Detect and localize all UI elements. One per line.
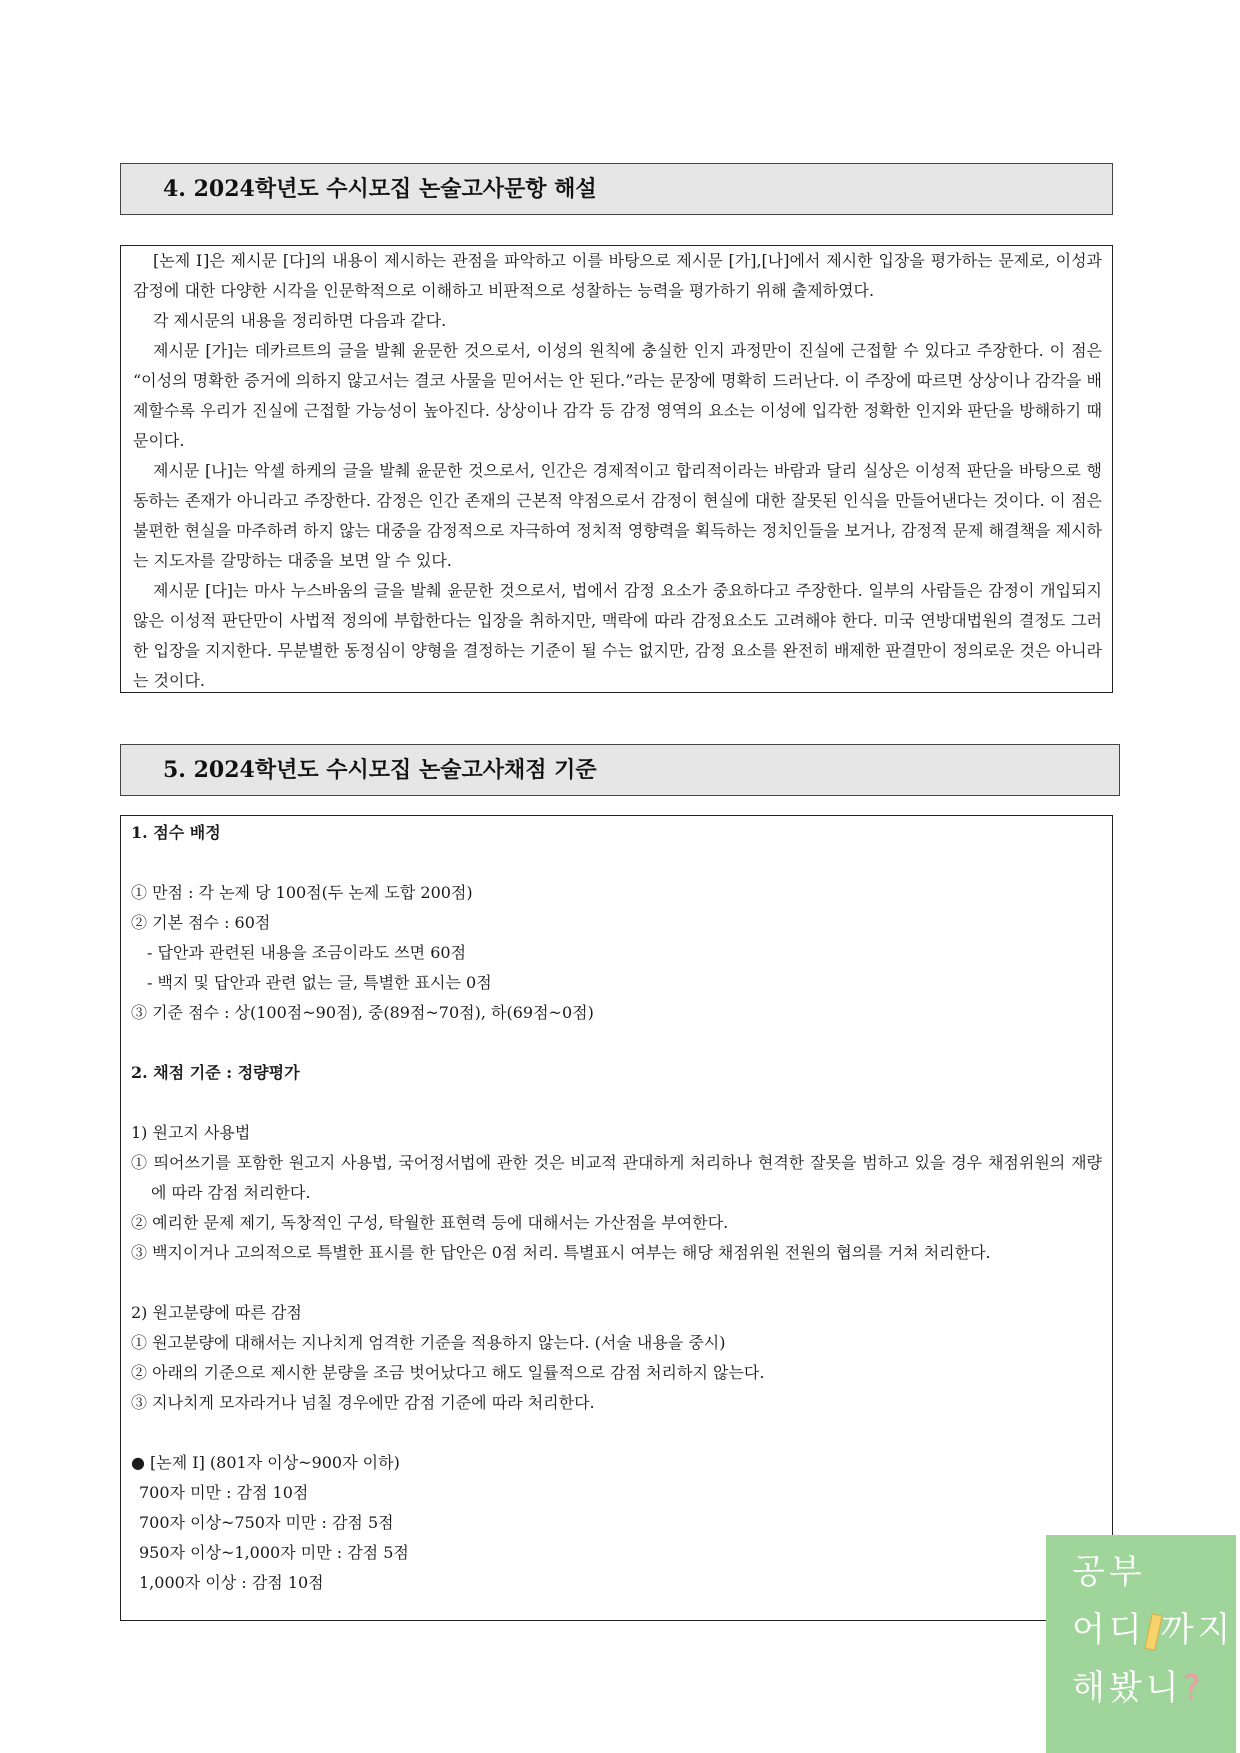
commentary-paragraph-ga: 제시문 [가]는 데카르트의 글을 발췌 윤문한 것으로서, 이성의 원칙에 충실한 인지 과정만이 진실에 근접할 수 있다고 주장한다. 이 점은 “이성의 명확한 증거에 의하지 않고서는 결코 사물을 믿어서는 안 된다.”라는 문장에 명확히 드러난다. 이 주장에 따르면 상상이나 감각을 배제할수록 우리가 진실에 근접할 가능성이 높아진다. 상상이나 감각 등 감정 영역의 요소는 이성에 입각한 정확한 인지와 판단을 방해하기 때문이다. xyxy=(133,341,1102,450)
score-line: ① 만점 : 각 논제 당 100점(두 논제 도합 200점) xyxy=(131,883,473,902)
length-criteria-item: 700자 미만 : 감점 10점 xyxy=(139,1483,309,1502)
watermark-line-2: 어디 까지 xyxy=(1072,1610,1235,1650)
score-line: ② 기본 점수 : 60점 xyxy=(131,913,271,932)
section-4-commentary-box xyxy=(120,245,1113,693)
score-heading: 1. 점수 배정 xyxy=(131,823,221,842)
watermark-line-3: 해봤니? xyxy=(1072,1668,1205,1708)
manuscript-usage-item: ① 띄어쓰기를 포함한 원고지 사용법, 국어정서법에 관한 것은 비교적 관대하게 처리하나 현격한 잘못을 범하고 있을 경우 채점위원의 재량에 따라 감점 처리한다. xyxy=(131,1153,1102,1202)
section-5-title: 5. 2024학년도 수시모집 논술고사채점 기준 xyxy=(120,744,1120,796)
section-5-grading-box xyxy=(120,815,1113,1621)
manuscript-usage-item: ② 예리한 문제 제기, 독창적인 구성, 탁월한 표현력 등에 대해서는 가산점을 부여한다. xyxy=(131,1213,729,1232)
watermark-logo xyxy=(1046,1535,1236,1753)
length-deduction-item: ② 아래의 기준으로 제시한 분량을 조금 벗어났다고 해도 일률적으로 감점 처리하지 않는다. xyxy=(131,1363,765,1382)
commentary-paragraph-da: 제시문 [다]는 마사 누스바움의 글을 발췌 윤문한 것으로서, 법에서 감정 요소가 중요하다고 주장한다. 일부의 사람들은 감정이 개입되지 않은 이성적 판단만이 사법적 정의에 부합한다는 입장을 취하지만, 맥락에 따라 감정요소도 고려해야 한다. 미국 연방대법원의 결정도 그러한 입장을 지지한다. 무분별한 동정심이 양형을 결정하는 기준이 될 수는 없지만, 감정 요소를 완전히 배제한 판결만이 정의로운 것은 아니라는 것이다. xyxy=(133,581,1102,690)
length-criteria-heading: ● [논제 Ⅰ] (801자 이상~900자 이하) xyxy=(131,1453,400,1472)
length-criteria-item: 950자 이상~1,000자 미만 : 감점 5점 xyxy=(139,1543,409,1562)
commentary-paragraph-intro: [논제 Ⅰ]은 제시문 [다]의 내용이 제시하는 관점을 파악하고 이를 바탕으로 제시문 [가],[나]에서 제시한 입장을 평가하는 문제로, 이성과 감정에 대한 다양한 시각을 인문학적으로 이해하고 비판적으로 성찰하는 능력을 평가하기 위해 출제하였다. xyxy=(133,251,1102,300)
length-criteria-item: 700자 이상~750자 미만 : 감점 5점 xyxy=(139,1513,394,1532)
length-deduction-item: ③ 지나치게 모자라거나 넘칠 경우에만 감점 기준에 따라 처리한다. xyxy=(131,1393,595,1412)
criteria-heading: 2. 채점 기준 : 정량평가 xyxy=(131,1063,300,1082)
length-deduction-item: ① 원고분량에 대해서는 지나치게 엄격한 기준을 적용하지 않는다. (서술 내용을 중시) xyxy=(131,1333,726,1352)
score-line: ③ 기준 점수 : 상(100점~90점), 중(89점~70점), 하(69점~0점) xyxy=(131,1003,594,1022)
score-subline: - 백지 및 답안과 관련 없는 글, 특별한 표시는 0점 xyxy=(147,973,492,992)
question-mark-icon: ? xyxy=(1182,1668,1205,1708)
commentary-paragraph-summary: 각 제시문의 내용을 정리하면 다음과 같다. xyxy=(153,311,447,330)
length-criteria-item: 1,000자 이상 : 감점 10점 xyxy=(139,1573,324,1592)
pencil-icon xyxy=(1144,1613,1162,1651)
section-4-title: 4. 2024학년도 수시모집 논술고사문항 해설 xyxy=(120,163,1113,215)
manuscript-usage-heading: 1) 원고지 사용법 xyxy=(131,1123,251,1142)
length-deduction-heading: 2) 원고분량에 따른 감점 xyxy=(131,1303,302,1322)
commentary-paragraph-na: 제시문 [나]는 악셀 하케의 글을 발췌 윤문한 것으로서, 인간은 경제적이고 합리적이라는 바람과 달리 실상은 이성적 판단을 바탕으로 행동하는 존재가 아니라고 주장한다. 감정은 인간 존재의 근본적 약점으로서 감정이 현실에 대한 잘못된 인식을 만들어낸다는 것이다. 이 점은 불편한 현실을 마주하려 하지 않는 대중을 감정적으로 자극하여 정치적 영향력을 획득하는 정치인들을 보거나, 감정적 문제 해결책을 제시하는 지도자를 갈망하는 대중을 보면 알 수 있다. xyxy=(133,461,1102,570)
manuscript-usage-item: ③ 백지이거나 고의적으로 특별한 표시를 한 답안은 0점 처리. 특별표시 여부는 해당 채점위원 전원의 협의를 거쳐 처리한다. xyxy=(131,1243,991,1262)
score-subline: - 답안과 관련된 내용을 조금이라도 쓰면 60점 xyxy=(147,943,467,962)
watermark-line-1: 공부 xyxy=(1072,1552,1146,1592)
